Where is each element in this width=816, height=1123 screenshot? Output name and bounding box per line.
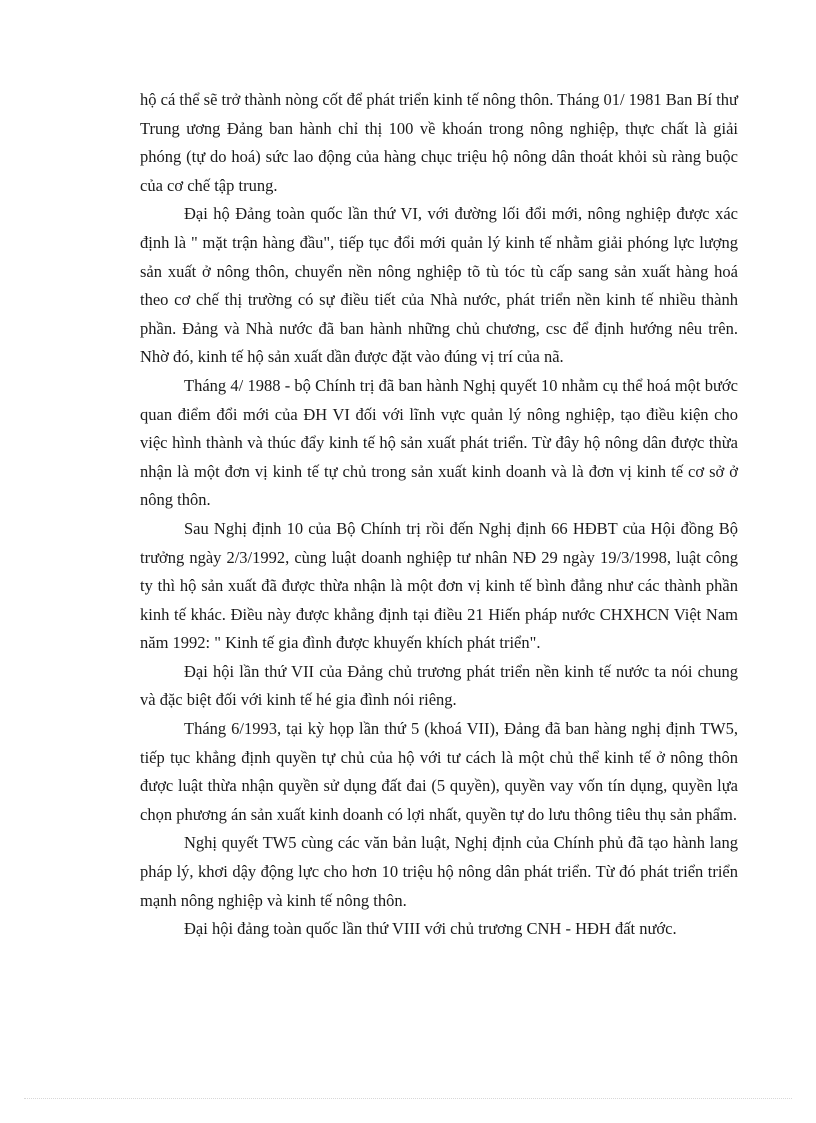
paragraph-3: Tháng 4/ 1988 - bộ Chính trị đã ban hành Nghị quyết 10 nhằm cụ thể hoá một bước quan điểm đổi mới của ĐH VI đối với lĩnh vực quản lý nông nghiệp, tạo điều kiện cho việc hình thành và thúc đẩy kinh tế hộ sản xuất phát triển. Từ đây hộ nông dân được thừa nhận là một đơn vị kinh tế tự chủ trong sản xuất kinh doanh và là đơn vị kinh tế cơ sở ở nông thôn. — [140, 375, 738, 510]
paragraph-1: hộ cá thể sẽ trở thành nòng cốt để phát triển kinh tế nông thôn. Tháng 01/ 1981 Ban Bí thư Trung ương Đảng ban hành chỉ thị 100 về khoán trong nông nghiệp, thực chất là giải phóng (tự do hoá) sức lao động của hàng chục triệu hộ nông dân thoát khỏi sù ràng buộc của cơ chế tập trung. — [140, 90, 738, 195]
paragraph-6: Tháng 6/1993, tại kỳ họp lần thứ 5 (khoá VII), Đảng đã ban hàng nghị định TW5, tiếp tục khẳng định quyền tự chủ của hộ với tư cách là một chủ thể kinh tế ở nông thôn được luật thừa nhận quyền sử dụng đất đai (5 quyền), quyền vay vốn tín dụng, quyền lựa chọn phương án sản xuất kinh doanh có lợi nhất, quyền tự do lưu thông tiêu thụ sản phẩm. — [140, 719, 738, 824]
footer-divider — [24, 1098, 792, 1099]
paragraph-4: Sau Nghị định 10 của Bộ Chính trị rồi đến Nghị định 66 HĐBT của Hội đồng Bộ trưởng ngày 2/3/1992, cùng luật doanh nghiệp tư nhân NĐ 29 ngày 19/3/1998, luật công ty thì hộ sản xuất đã được thừa nhận là một đơn vị kinh tế bình đẳng như các thành phần kinh tế khác. Điều này được khẳng định tại điều 21 Hiến pháp nước CHXHCN Việt Nam năm 1992: " Kinh tế gia đình được khuyến khích phát triển". — [140, 518, 738, 653]
paragraph-5: Đại hội lần thứ VII của Đảng chủ trương phát triển nền kinh tế nước ta nói chung và đặc biệt đối với kinh tế hé gia đình nói riêng. — [140, 661, 738, 710]
paragraph-2: Đại hộ Đảng toàn quốc lần thứ VI, với đường lối đổi mới, nông nghiệp được xác định là " mặt trận hàng đầu", tiếp tục đổi mới quản lý kinh tế nhằm giải phóng lực lượng sản xuất ở nông thôn, chuyển nền nông nghiệp tõ tù tóc tù cấp sang sản xuất hàng hoá theo cơ chế thị trường có sự điều tiết của Nhà nước, phát triển nền kinh tế nhiều thành phần. Đảng và Nhà nước đã ban hành những chủ chương, csc để định hướng nêu trên. Nhờ đó, kinh tế hộ sản xuất dần được đặt vào đúng vị trí của nã. — [140, 204, 738, 367]
paragraph-7: Nghị quyết TW5 cùng các văn bản luật, Nghị định của Chính phủ đã tạo hành lang pháp lý, khơi dậy động lực cho hơn 10 triệu hộ nông dân phát triển. Từ đó phát triển triển mạnh nông nghiệp và kinh tế nông thôn. — [140, 833, 738, 910]
paragraph-8: Đại hội đảng toàn quốc lần thứ VIII với chủ trương CNH - HĐH đất nước. — [184, 919, 677, 939]
document-body — [140, 86, 738, 944]
